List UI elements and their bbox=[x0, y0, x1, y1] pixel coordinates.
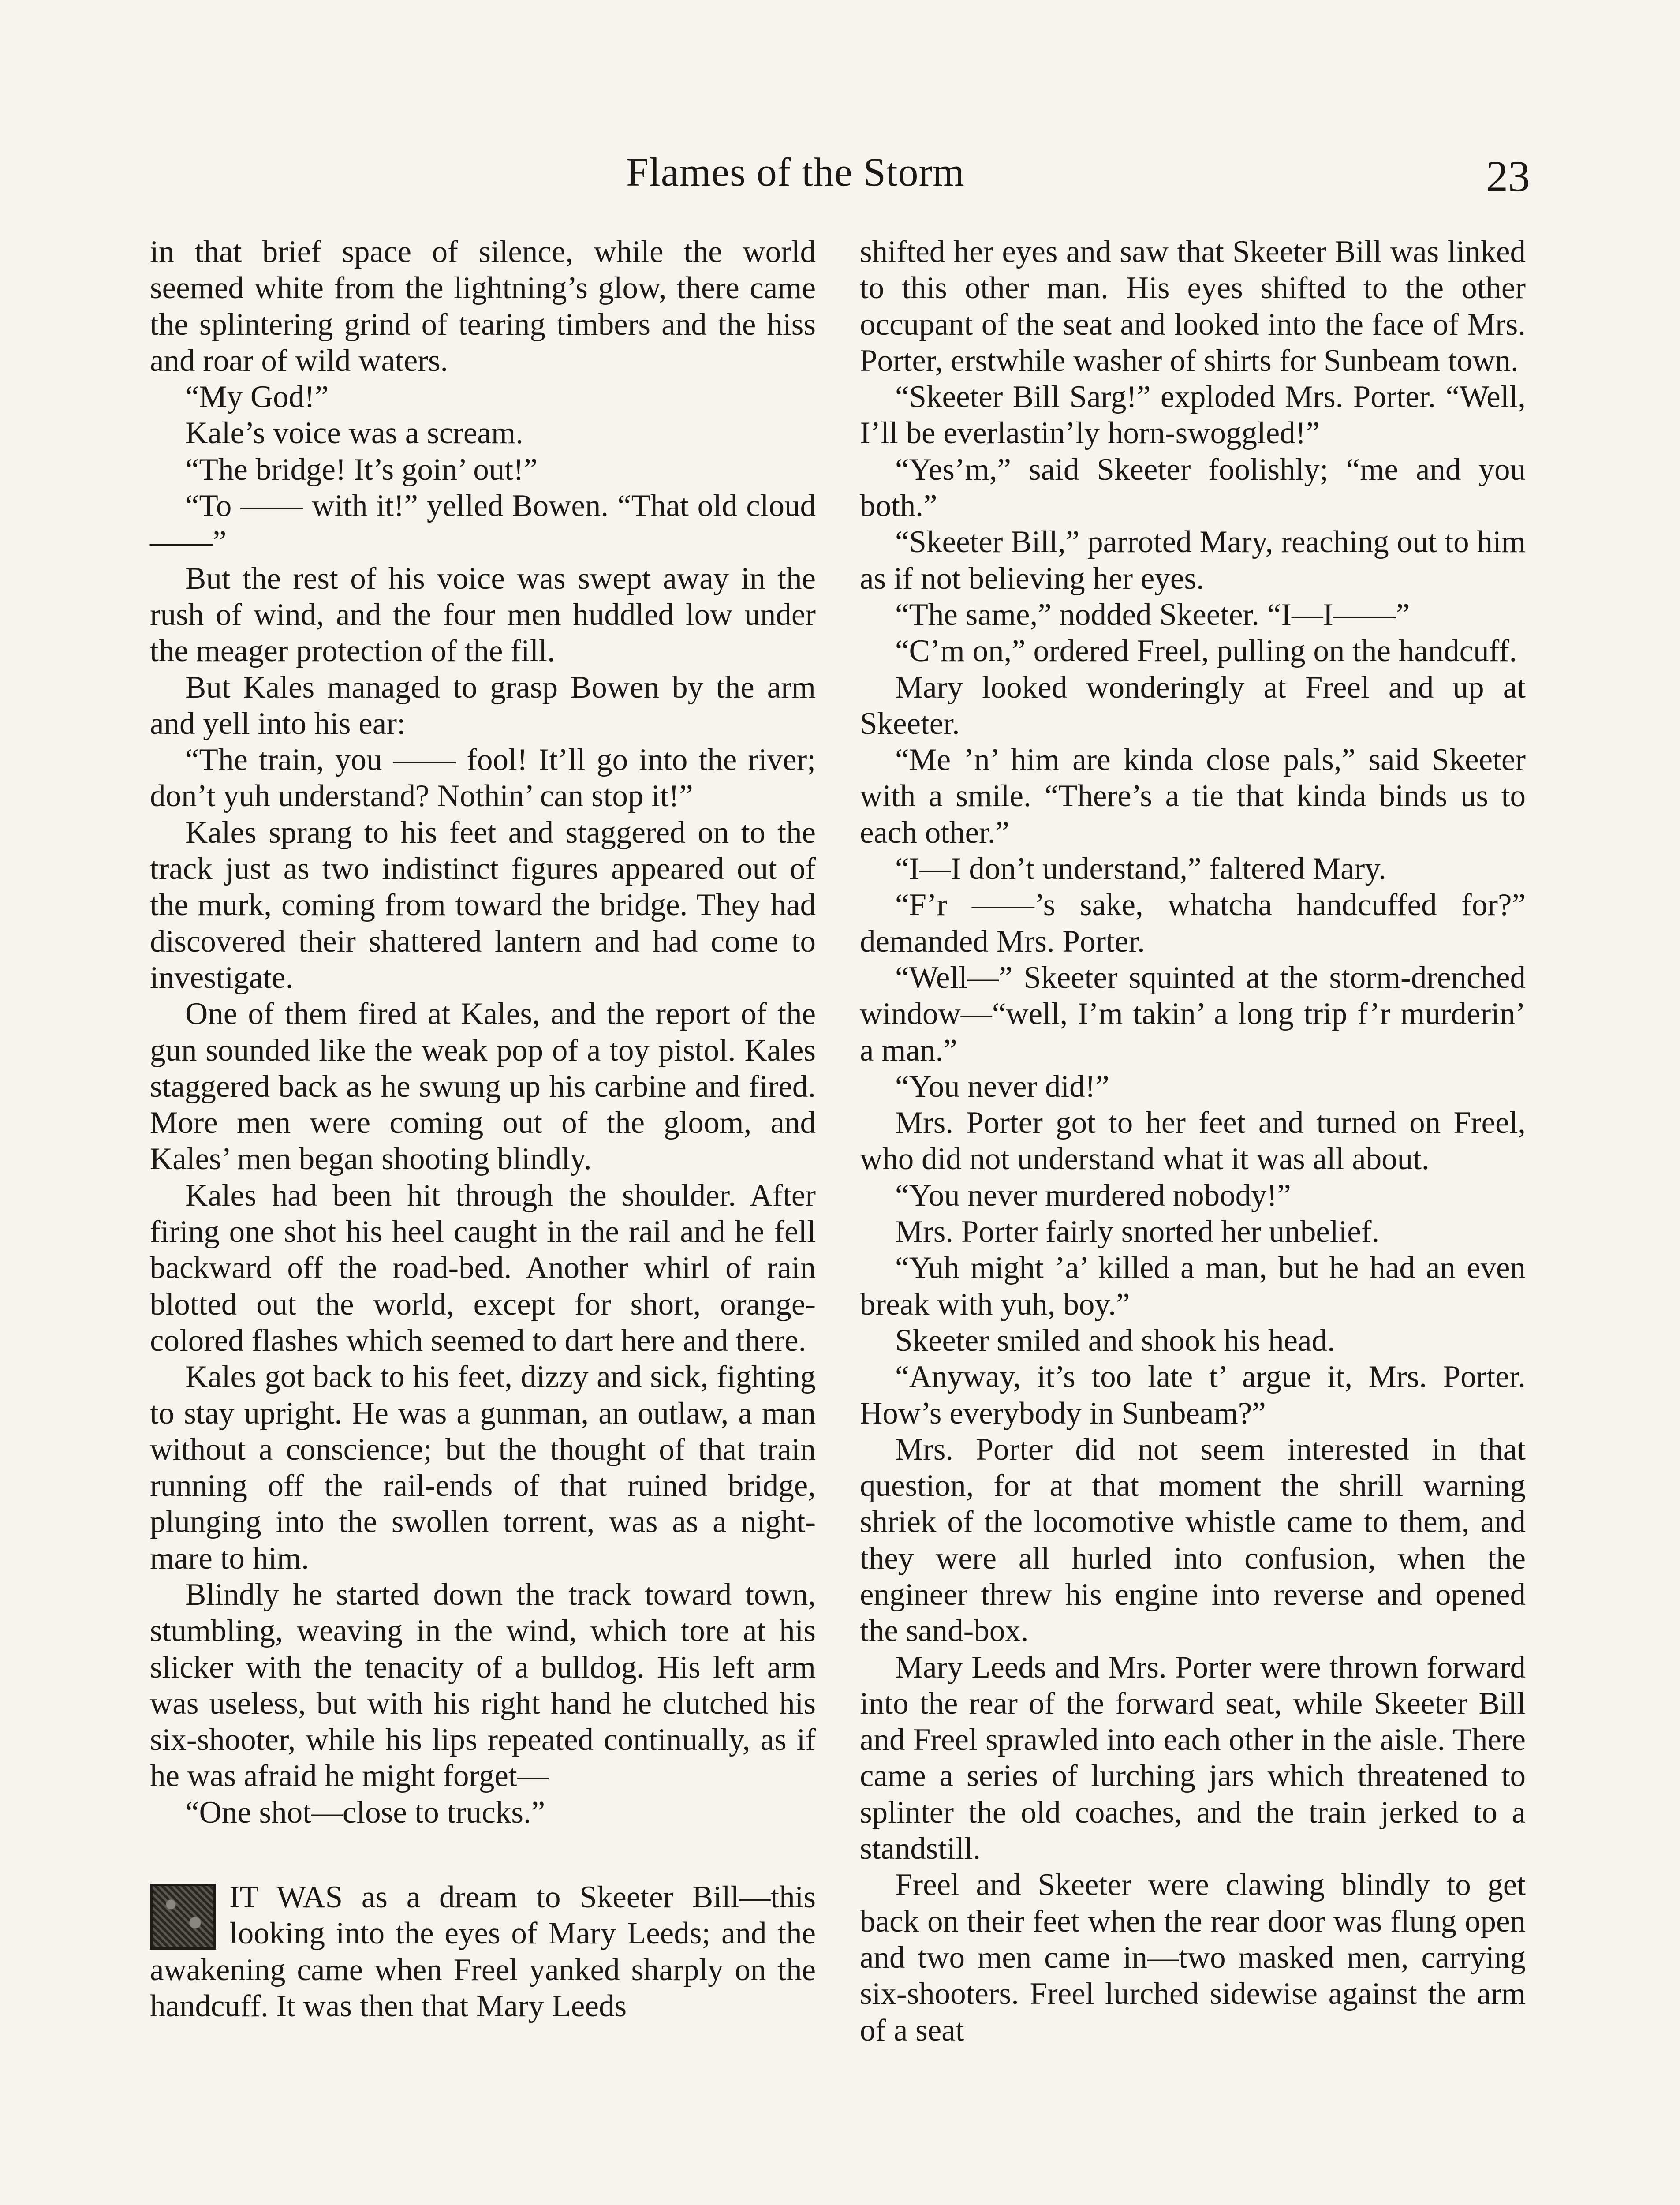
paragraph: Mary looked wonderingly at Freel and up at Skeeter. bbox=[860, 670, 1526, 741]
paragraph: Mary Leeds and Mrs. Porter were thrown forward into the rear of the forward seat, while Skeeter Bill and Freel sprawled into each other in the aisle. There came a series of lurching jars which threatened to splinter the old coaches, and the train jerked to a standstill. bbox=[860, 1650, 1526, 1866]
running-title: Flames of the Storm bbox=[626, 149, 965, 194]
paragraph: Kales got back to his feet, dizzy and sick, fighting to stay upright. He was a gunman, an outlaw, a man without a conscience; but the thought of that train running off the rail-ends of that ruined bridge, plunging into the swollen torrent, was as a night-mare to him. bbox=[150, 1360, 816, 1576]
paragraph: “My God!” bbox=[185, 380, 329, 415]
paragraph: “C’m on,” ordered Freel, pulling on the handcuff. bbox=[895, 634, 1517, 669]
paragraph: “The train, you —— fool! It’ll go into the river; don’t yuh understand? Nothin’ can stop it!” bbox=[150, 743, 816, 814]
paragraph: Kales sprang to his feet and staggered on to the track just as two indistinct figures appeared out of the murk, coming from toward the bridge. They had discovered their shattered lantern and had come to investigate. bbox=[150, 815, 816, 995]
paragraph: “Skeeter Bill,” parroted Mary, reaching out to him as if not believing her eyes. bbox=[860, 525, 1526, 596]
ornamental-dropcap-icon bbox=[150, 1884, 216, 1950]
paragraph: Mrs. Porter did not seem interested in that question, for at that moment the shrill warning shriek of the locomotive whistle came to them, and they were all hurled into confusion, when the engineer threw his engine into reverse and opened the sand-box. bbox=[860, 1432, 1526, 1648]
section-break bbox=[150, 1831, 816, 1879]
paragraph: “Yes’m,” said Skeeter foolishly; “me and you both.” bbox=[860, 452, 1526, 523]
paragraph: But Kales managed to grasp Bowen by the arm and yell into his ear: bbox=[150, 670, 816, 741]
paragraph: “Yuh might ’a’ killed a man, but he had an even break with yuh, boy.” bbox=[860, 1251, 1526, 1322]
paragraph: “Well—” Skeeter squinted at the storm-drenched window—“well, I’m takin’ a long trip f’r murderin’ a man.” bbox=[860, 960, 1526, 1068]
paragraph: “I—I don’t understand,” faltered Mary. bbox=[895, 852, 1386, 886]
paragraph: But the rest of his voice was swept away in the rush of wind, and the four men huddled low under the meager protection of the fill. bbox=[150, 561, 816, 669]
page-number: 23 bbox=[1486, 152, 1530, 201]
page-header bbox=[150, 146, 1530, 207]
paragraph: in that brief space of silence, while the world seemed white from the lightning’s glow, there came the splintering grind of tearing timbers and the hiss and roar of wild waters. bbox=[150, 235, 816, 378]
left-column bbox=[150, 234, 816, 2024]
paragraph: shifted her eyes and saw that Skeeter Bill was linked to this other man. His eyes shifted to the other occupant of the seat and looked into the face of Mrs. Porter, erstwhile washer of shirts for Sunbeam town. bbox=[860, 235, 1526, 378]
paragraph: Mrs. Porter fairly snorted her unbelief. bbox=[895, 1215, 1380, 1249]
paragraph: “You never did!” bbox=[895, 1069, 1109, 1104]
section-opening-text: IT WAS as a dream to Skeeter Bill—this looking into the eyes of Mary Leeds; and the awakening came when Freel yanked sharply on the handcuff. It was then that Mary Leeds bbox=[150, 1880, 816, 2023]
paragraph: “The same,” nodded Skeeter. “I—I——” bbox=[895, 597, 1410, 632]
paragraph: Skeeter smiled and shook his head. bbox=[895, 1323, 1335, 1358]
paragraph: “One shot—close to trucks.” bbox=[185, 1795, 545, 1830]
paragraph: “The bridge! It’s goin’ out!” bbox=[185, 452, 538, 487]
paragraph: Blindly he started down the track toward town, stumbling, weaving in the wind, which tore at his slicker with the tenacity of a bulldog. His left arm was useless, but with his right hand he clutched his six-shooter, while his lips repeated continually, as if he was afraid he might forget— bbox=[150, 1577, 816, 1794]
right-column bbox=[860, 234, 1526, 2048]
paragraph: “Me ’n’ him are kinda close pals,” said Skeeter with a smile. “There’s a tie that kinda binds us to each other.” bbox=[860, 743, 1526, 850]
paragraph: “Anyway, it’s too late t’ argue it, Mrs. Porter. How’s everybody in Sunbeam?” bbox=[860, 1360, 1526, 1431]
paragraph: “F’r ——’s sake, whatcha handcuffed for?” demanded Mrs. Porter. bbox=[860, 888, 1526, 959]
paragraph: One of them fired at Kales, and the report of the gun sounded like the weak pop of a toy pistol. Kales staggered back as he swung up his carbine and fired. More men were coming out of the gloom, and Kales’ men began shooting blindly. bbox=[150, 997, 816, 1177]
paragraph: Kale’s voice was a scream. bbox=[185, 416, 523, 451]
paragraph: Freel and Skeeter were clawing blindly to get back on their feet when the rear door was flung open and two men came in—two masked men, carrying six-shooters. Freel lurched sidewise against the arm of a seat bbox=[860, 1868, 1526, 2048]
paragraph: “To —— with it!” yelled Bowen. “That old cloud——” bbox=[150, 489, 816, 560]
paragraph: “You never murdered nobody!” bbox=[895, 1178, 1291, 1213]
paragraph: Mrs. Porter got to her feet and turned on Freel, who did not understand what it was all about. bbox=[860, 1106, 1526, 1177]
paragraph: Kales had been hit through the shoulder. After firing one shot his heel caught in the rail and he fell backward off the road-bed. Another whirl of rain blotted out the world, except for short, orange-colored flashes which seemed to dart here and there. bbox=[150, 1178, 816, 1358]
section-opening bbox=[150, 1879, 816, 2024]
paragraph: “Skeeter Bill Sarg!” exploded Mrs. Porter. “Well, I’ll be everlastin’ly horn-swoggled!” bbox=[860, 380, 1526, 451]
